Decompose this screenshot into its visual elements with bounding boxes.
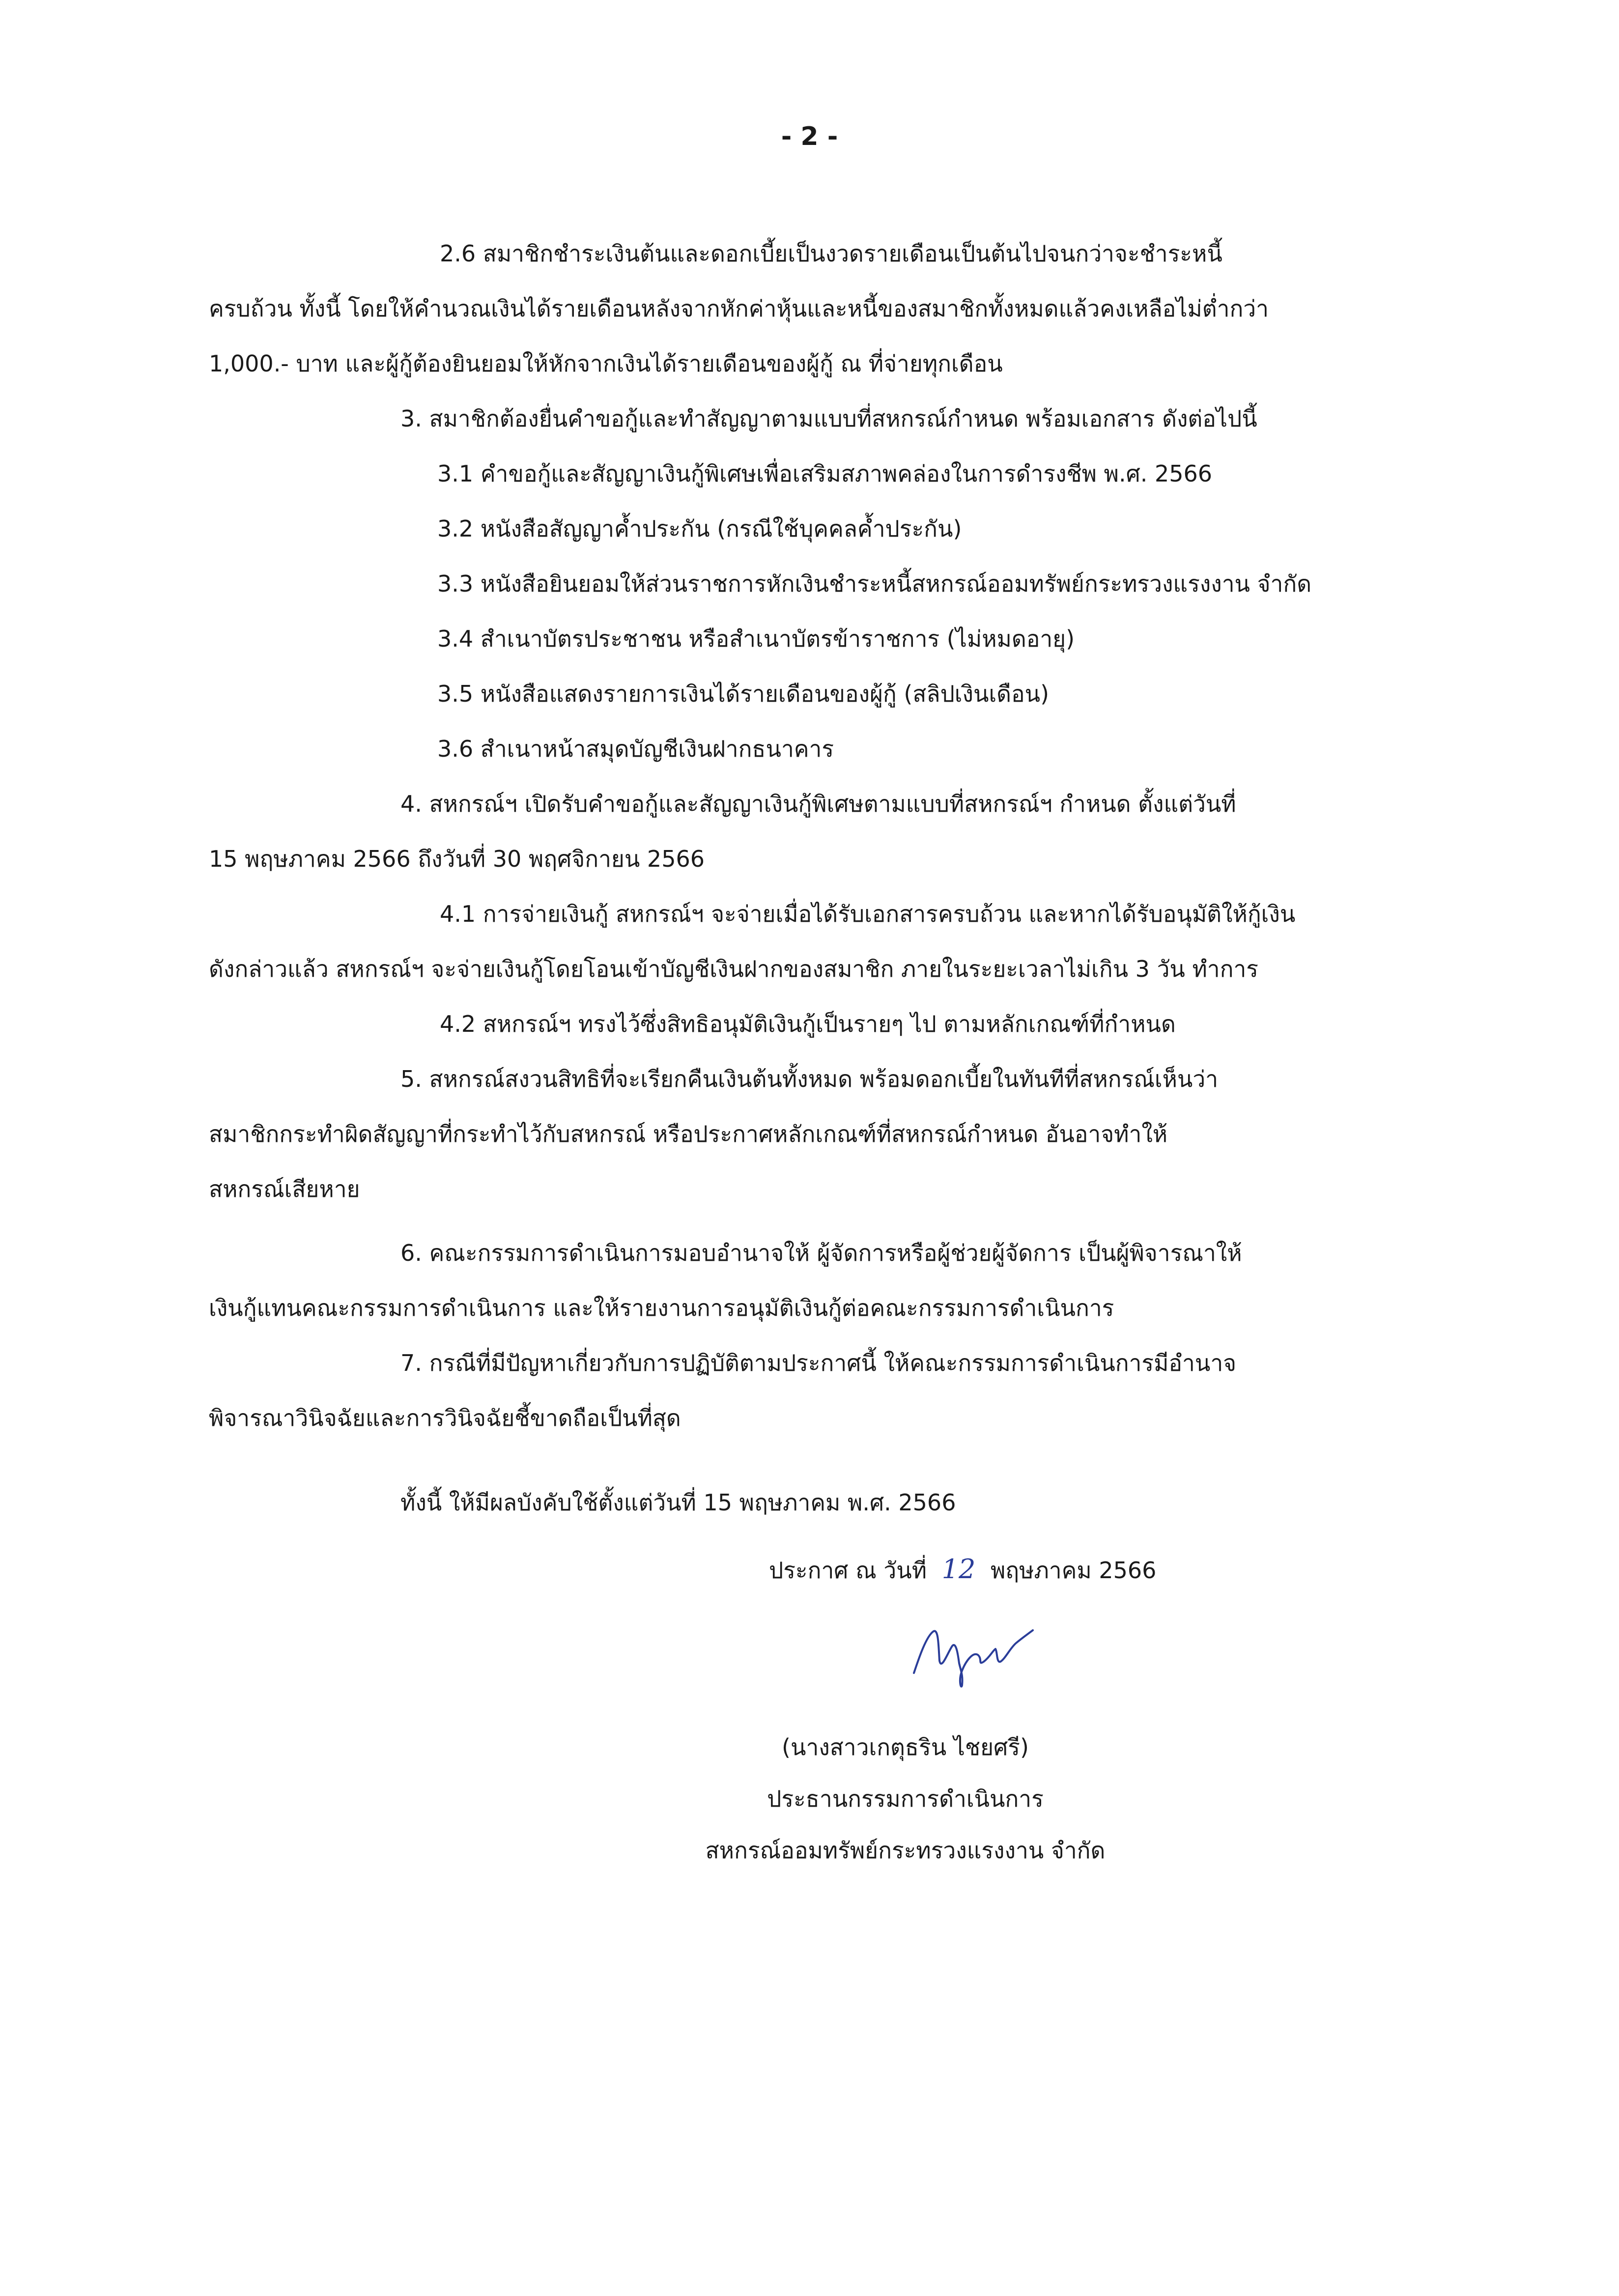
clause-3-item: 3.6 สำเนาหน้าสมุดบัญชีเงินฝากธนาคาร: [437, 736, 834, 762]
signer-organization: สหกรณ์ออมทรัพย์กระทรวงแรงงาน จำกัด: [705, 1837, 1106, 1864]
document-body: [209, 226, 1437, 1530]
signer-title: ประธานกรรมการดำเนินการ: [767, 1786, 1044, 1812]
clause-3-item: 3.3 หนังสือยินยอมให้ส่วนราชการหักเงินชำระหนี้สหกรณ์ออมทรัพย์กระทรวงแรงงาน จำกัด: [437, 570, 1312, 597]
handwritten-signature: [904, 1616, 1081, 1690]
clause-7: [209, 1335, 1437, 1446]
effective-date-text: ทั้งนี้ ให้มีผลบังคับใช้ตั้งแต่วันที่ 15 พฤษภาคม พ.ศ. 2566: [400, 1489, 956, 1516]
clause-4-1-line-2: ดังกล่าวแล้ว สหกรณ์ฯ จะจ่ายเงินกู้โดยโอนเข้าบัญชีเงินฝากของสมาชิก ภายในระยะเวลาไม่เกิน 3 วัน ทำการ: [209, 956, 1259, 982]
clause-2-6-line-2: ครบถ้วน ทั้งนี้ โดยให้คำนวณเงินได้รายเดือนหลังจากหักค่าหุ้นและหนี้ของสมาชิกทั้งหมดแล้วคงเหลือไม่ต่ำกว่า: [209, 295, 1269, 322]
clause-6-line-2: เงินกู้แทนคณะกรรมการดำเนินการ และให้รายงานการอนุมัติเงินกู้ต่อคณะกรรมการดำเนินการ: [209, 1295, 1114, 1321]
clause-3-item: 3.1 คำขอกู้และสัญญาเงินกู้พิเศษเพื่อเสริมสภาพคล่องในการดำรงชีพ พ.ศ. 2566: [437, 460, 1213, 487]
clause-7-line-1: 7. กรณีที่มีปัญหาเกี่ยวกับการปฏิบัติตามประกาศนี้ ให้คณะกรรมการดำเนินการมีอำนาจ: [400, 1350, 1237, 1376]
clause-3-item: 3.5 หนังสือแสดงรายการเงินได้รายเดือนของผู้กู้ (สลิปเงินเดือน): [437, 680, 1050, 707]
clause-3-item: 3.2 หนังสือสัญญาค้ำประกัน (กรณีใช้บุคคลค้ำประกัน): [437, 515, 962, 542]
announcement-date: [769, 1553, 1156, 1588]
clause-5-line-2: สมาชิกกระทำผิดสัญญาที่กระทำไว้กับสหกรณ์ หรือประกาศหลักเกณฑ์ที่สหกรณ์กำหนด อันอาจทำให้: [209, 1121, 1168, 1147]
announcement-prefix: ประกาศ ณ วันที่: [769, 1557, 927, 1584]
clause-2-6-line-1: 2.6 สมาชิกชำระเงินต้นและดอกเบี้ยเป็นงวดรายเดือนเป็นต้นไปจนกว่าจะชำระหนี้: [440, 240, 1222, 267]
clause-2-6: [209, 226, 1437, 391]
clause-3-item: 3.4 สำเนาบัตรประชาชน หรือสำเนาบัตรข้าราชการ (ไม่หมดอายุ): [437, 625, 1075, 652]
clause-7-line-2: พิจารณาวินิจฉัยและการวินิจฉัยชี้ขาดถือเป็นที่สุด: [209, 1405, 681, 1431]
clause-4-line-2: 15 พฤษภาคม 2566 ถึงวันที่ 30 พฤศจิกายน 2566: [209, 846, 705, 872]
clause-4-2: 4.2 สหกรณ์ฯ ทรงไว้ซึ่งสิทธิอนุมัติเงินกู้เป็นรายๆ ไป ตามหลักเกณฑ์ที่กำหนด: [440, 1011, 1176, 1037]
clause-4-line-1: 4. สหกรณ์ฯ เปิดรับคำขอกู้และสัญญาเงินกู้พิเศษตามแบบที่สหกรณ์ฯ กำหนด ตั้งแต่วันที่: [400, 791, 1236, 817]
clause-4: [209, 776, 1437, 1051]
clause-2-6-line-3: 1,000.- บาท และผู้กู้ต้องยินยอมให้หักจากเงินได้รายเดือนของผู้กู้ ณ ที่จ่ายทุกเดือน: [209, 350, 1003, 377]
announcement-month-year: พฤษภาคม 2566: [990, 1557, 1157, 1584]
clause-3: [209, 391, 1437, 776]
clause-5: [209, 1051, 1437, 1217]
clause-4-1-line-1: 4.1 การจ่ายเงินกู้ สหกรณ์ฯ จะจ่ายเมื่อได้รับเอกสารครบถ้วน และหากได้รับอนุมัติให้กู้เงิน: [440, 901, 1296, 927]
clause-3-intro: 3. สมาชิกต้องยื่นคำขอกู้และทำสัญญาตามแบบที่สหกรณ์กำหนด พร้อมเอกสาร ดังต่อไปนี้: [400, 405, 1257, 432]
handwritten-day: 12: [941, 1554, 976, 1585]
clause-6: [209, 1225, 1437, 1335]
clause-5-line-1: 5. สหกรณ์สงวนสิทธิที่จะเรียกคืนเงินต้นทั้งหมด พร้อมดอกเบี้ยในทันทีที่สหกรณ์เห็นว่า: [400, 1066, 1219, 1092]
page-number: - 2 -: [781, 122, 838, 151]
clause-6-line-1: 6. คณะกรรมการดำเนินการมอบอำนาจให้ ผู้จัดการหรือผู้ช่วยผู้จัดการ เป็นผู้พิจารณาให้: [400, 1240, 1242, 1266]
signer-name: (นางสาวเกตุธริน ไชยศรี): [782, 1734, 1029, 1760]
clause-5-line-3: สหกรณ์เสียหาย: [209, 1176, 360, 1202]
effective-date-clause: [209, 1475, 1437, 1530]
